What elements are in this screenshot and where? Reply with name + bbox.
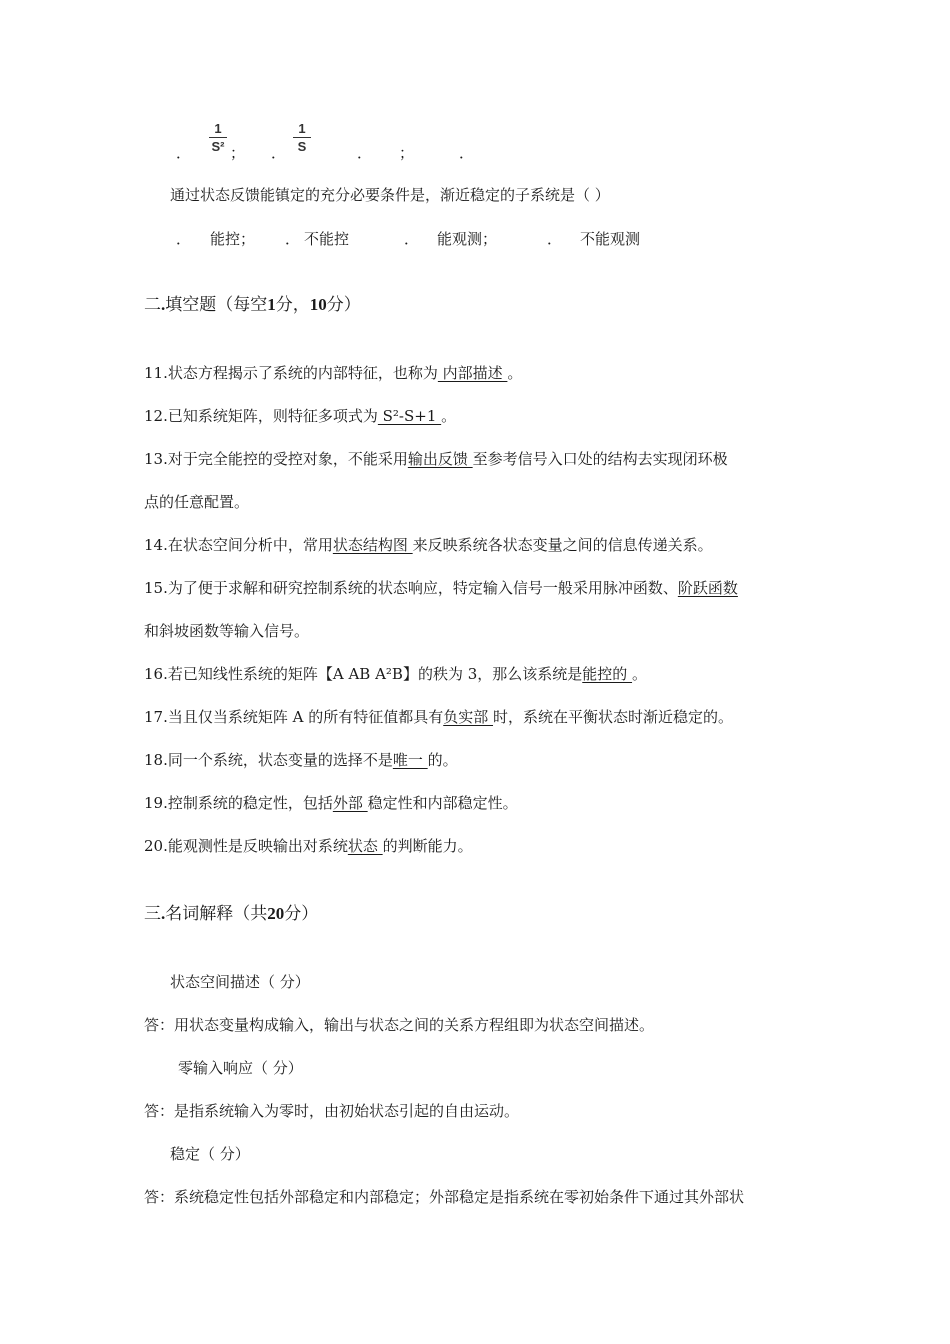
answer-blank: 状态	[347, 837, 383, 855]
question-11: 11.状态方程揭示了系统的内部特征，也称为 内部描述 。	[144, 364, 523, 382]
answer-blank: 负实部	[443, 708, 494, 726]
question-18: 18.同一个系统，状态变量的选择不是唯一 的。	[144, 751, 458, 769]
term-2-answer: 答：是指系统输入为零时，由初始状态引起的自由运动。	[144, 1102, 520, 1120]
option-d-marker: ．	[459, 144, 475, 162]
option-a-marker: ．	[176, 144, 192, 162]
q10-option-d-marker: ．	[547, 230, 563, 248]
answer-blank: 内部描述	[437, 364, 508, 382]
option-a-separator: ；	[230, 144, 246, 162]
term-1-title: 状态空间描述（ 分）	[170, 973, 310, 991]
question-12: 12.已知系统矩阵，则特征多项式为 S²-S+1 。	[144, 407, 457, 425]
answer-blank: 状态结构图	[332, 536, 413, 554]
q10-option-a: 能控；	[210, 230, 256, 248]
q10-option-a-marker: ．	[176, 230, 192, 248]
fraction-denominator: S²	[211, 139, 225, 154]
fraction-bar	[209, 137, 227, 138]
answer-blank: 外部	[332, 794, 368, 812]
answer-blank: 能控的	[582, 665, 633, 683]
fraction-numerator: 1	[214, 121, 222, 136]
question-13: 13.对于完全能控的受控对象，不能采用输出反馈 至参考信号入口处的结构去实现闭环极	[144, 450, 728, 468]
fraction-one-over-s	[291, 122, 313, 154]
question-16: 16.若已知线性系统的矩阵【A AB A²B】的秩为 3，那么该系统是能控的 。	[144, 665, 648, 683]
fraction-bar	[293, 137, 311, 138]
term-3-title: 稳定（ 分）	[170, 1145, 250, 1163]
q10-option-c-marker: ．	[404, 230, 420, 248]
question-17: 17.当且仅当系统矩阵 A 的所有特征值都具有负实部 时，系统在平衡状态时渐近稳定的。	[144, 708, 734, 726]
fraction-numerator: 1	[298, 121, 306, 136]
option-c-marker: ．	[357, 144, 373, 162]
q10-option-c: 能观测；	[437, 230, 498, 248]
answer-blank: 唯一	[392, 751, 428, 769]
term-2-title: 零输入响应（ 分）	[178, 1059, 303, 1077]
answer-blank: S²-S+1	[377, 407, 442, 425]
fraction-denominator: S	[297, 139, 307, 154]
term-3-answer: 答：系统稳定性包括外部稳定和内部稳定；外部稳定是指系统在零初始条件下通过其外部状	[144, 1188, 745, 1206]
q10-option-b-marker: ．	[285, 230, 301, 248]
question-10-stem: 通过状态反馈能镇定的充分必要条件是，渐近稳定的子系统是（ ）	[170, 186, 610, 204]
option-c-separator: ；	[399, 144, 415, 162]
question-20: 20.能观测性是反映输出对系统状态 的判断能力。	[144, 837, 473, 855]
section-3-heading: 三.名词解释（共20分）	[144, 904, 319, 924]
option-b-marker: ．	[271, 144, 287, 162]
answer-blank: 阶跃函数	[677, 579, 738, 597]
answer-blank: 输出反馈	[407, 450, 473, 468]
question-19: 19.控制系统的稳定性，包括外部 稳定性和内部稳定性。	[144, 794, 518, 812]
term-1-answer: 答：用状态变量构成输入，输出与状态之间的关系方程组即为状态空间描述。	[144, 1016, 655, 1034]
q10-option-d: 不能观测	[580, 230, 641, 248]
q10-option-b: 不能控	[304, 230, 350, 248]
fraction-one-over-s-squared	[207, 122, 229, 154]
question-13-continued: 点的任意配置。	[144, 493, 250, 511]
section-2-heading: 二.填空题（每空1分，10分）	[144, 295, 361, 315]
question-15-continued: 和斜坡函数等输入信号。	[144, 622, 310, 640]
question-15: 15.为了便于求解和研究控制系统的状态响应，特定输入信号一般采用脉冲函数、阶跃函数	[144, 579, 738, 597]
question-14: 14.在状态空间分析中，常用状态结构图 来反映系统各状态变量之间的信息传递关系。	[144, 536, 713, 554]
